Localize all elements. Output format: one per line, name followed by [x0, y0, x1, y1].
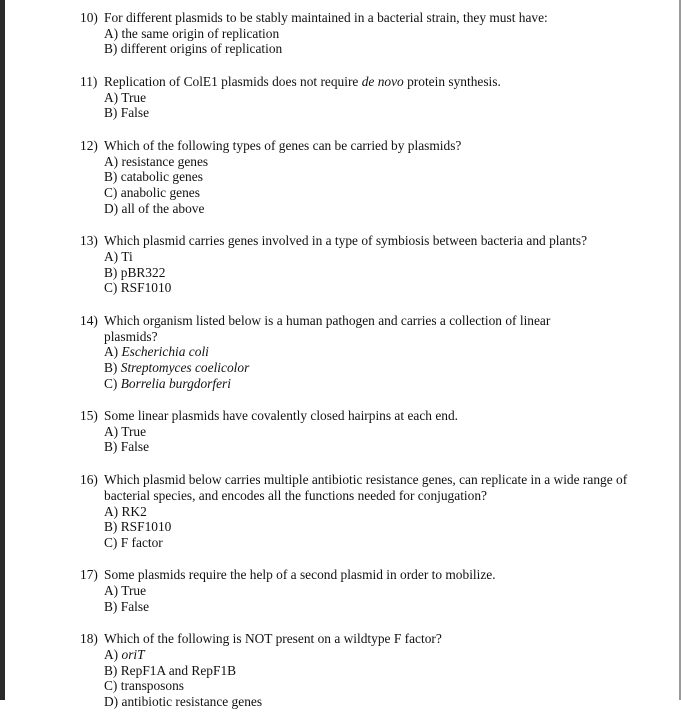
answer-option-d: D) all of the above	[104, 200, 205, 216]
question-number: 12)	[80, 137, 98, 153]
answer-options	[104, 90, 640, 121]
quiz-document	[80, 10, 640, 727]
question-text: Some plasmids require the help of a second plasmid in order to mobilize.	[104, 567, 496, 583]
question-stem	[80, 138, 640, 154]
answer-option-c: C) Borrelia burgdorferi	[104, 375, 231, 391]
answer-option-a: A) Ti	[104, 248, 133, 264]
question-text: Some linear plasmids have covalently closed hairpins at each end.	[104, 408, 458, 424]
question-stem	[80, 472, 640, 504]
question-16	[80, 472, 640, 550]
answer-option-b: B) False	[104, 598, 150, 614]
page-edge-left	[0, 0, 5, 700]
answer-option-a: A) True	[104, 583, 147, 599]
question-number: 14)	[80, 312, 98, 328]
answer-options	[104, 26, 640, 57]
question-text: Which organism listed below is a human pathogen and carries a collection of linear plasmids?	[104, 312, 551, 344]
answer-option-b: B) catabolic genes	[104, 169, 203, 185]
answer-option-a: A) resistance genes	[104, 153, 209, 169]
answer-option-b: B) RSF1010	[104, 519, 172, 535]
answer-options	[104, 154, 640, 216]
question-number: 10)	[80, 10, 98, 25]
answer-option-c: C) RSF1010	[104, 280, 172, 296]
answer-option-b: B) Streptomyces coelicolor	[104, 359, 250, 375]
answer-options	[104, 249, 640, 296]
question-18	[80, 631, 640, 709]
question-number: 18)	[80, 631, 98, 647]
question-14	[80, 313, 640, 391]
answer-options	[104, 647, 640, 709]
question-stem	[80, 10, 640, 26]
answer-option-a: A) RK2	[104, 503, 147, 519]
question-number: 17)	[80, 567, 98, 583]
answer-options	[104, 504, 640, 551]
answer-option-a: A) Escherichia coli	[104, 344, 209, 360]
answer-option-b: B) False	[104, 439, 150, 455]
answer-option-b: B) pBR322	[104, 264, 166, 280]
question-number: 16)	[80, 472, 98, 488]
question-stem	[80, 313, 640, 345]
question-11	[80, 74, 640, 121]
answer-option-a: A) True	[104, 423, 147, 439]
question-text: Which of the following types of genes can be carried by plasmids?	[104, 137, 462, 153]
question-stem	[80, 233, 640, 249]
question-15	[80, 408, 640, 455]
answer-option-c: C) transposons	[104, 678, 184, 694]
question-text: Which of the following is NOT present on a wildtype F factor?	[104, 631, 442, 647]
question-stem	[80, 631, 640, 647]
answer-option-b: B) False	[104, 105, 150, 121]
question-number: 11)	[80, 73, 98, 89]
question-number: 15)	[80, 408, 98, 424]
question-stem	[80, 567, 640, 583]
answer-options	[104, 424, 640, 455]
question-text: For different plasmids to be stably maintained in a bacterial strain, they must have:	[104, 10, 548, 25]
question-10	[80, 10, 640, 57]
question-stem	[80, 408, 640, 424]
answer-options	[104, 583, 640, 614]
question-number: 13)	[80, 233, 98, 249]
answer-option-a: A) True	[104, 89, 147, 105]
answer-option-b: B) RepF1A and RepF1B	[104, 662, 237, 678]
question-text: Which plasmid below carries multiple antibiotic resistance genes, can replicate in a wide range of bacterial species, and encodes all the functions needed for conjugation?	[104, 472, 628, 503]
answer-option-d: D) antibiotic resistance genes	[104, 694, 263, 710]
question-stem	[80, 74, 640, 90]
answer-option-b: B) different origins of replication	[104, 41, 283, 57]
question-13	[80, 233, 640, 296]
question-text: Which plasmid carries genes involved in a type of symbiosis between bacteria and plants?	[104, 233, 588, 249]
answer-option-c: C) anabolic genes	[104, 184, 200, 200]
question-12	[80, 138, 640, 216]
answer-option-a: A) the same origin of replication	[104, 25, 280, 41]
answer-options	[104, 344, 640, 391]
answer-option-a: A) oriT	[104, 647, 145, 663]
answer-option-c: C) F factor	[104, 534, 163, 550]
question-17	[80, 567, 640, 614]
question-text: Replication of ColE1 plasmids does not require de novo protein synthesis.	[104, 73, 501, 89]
